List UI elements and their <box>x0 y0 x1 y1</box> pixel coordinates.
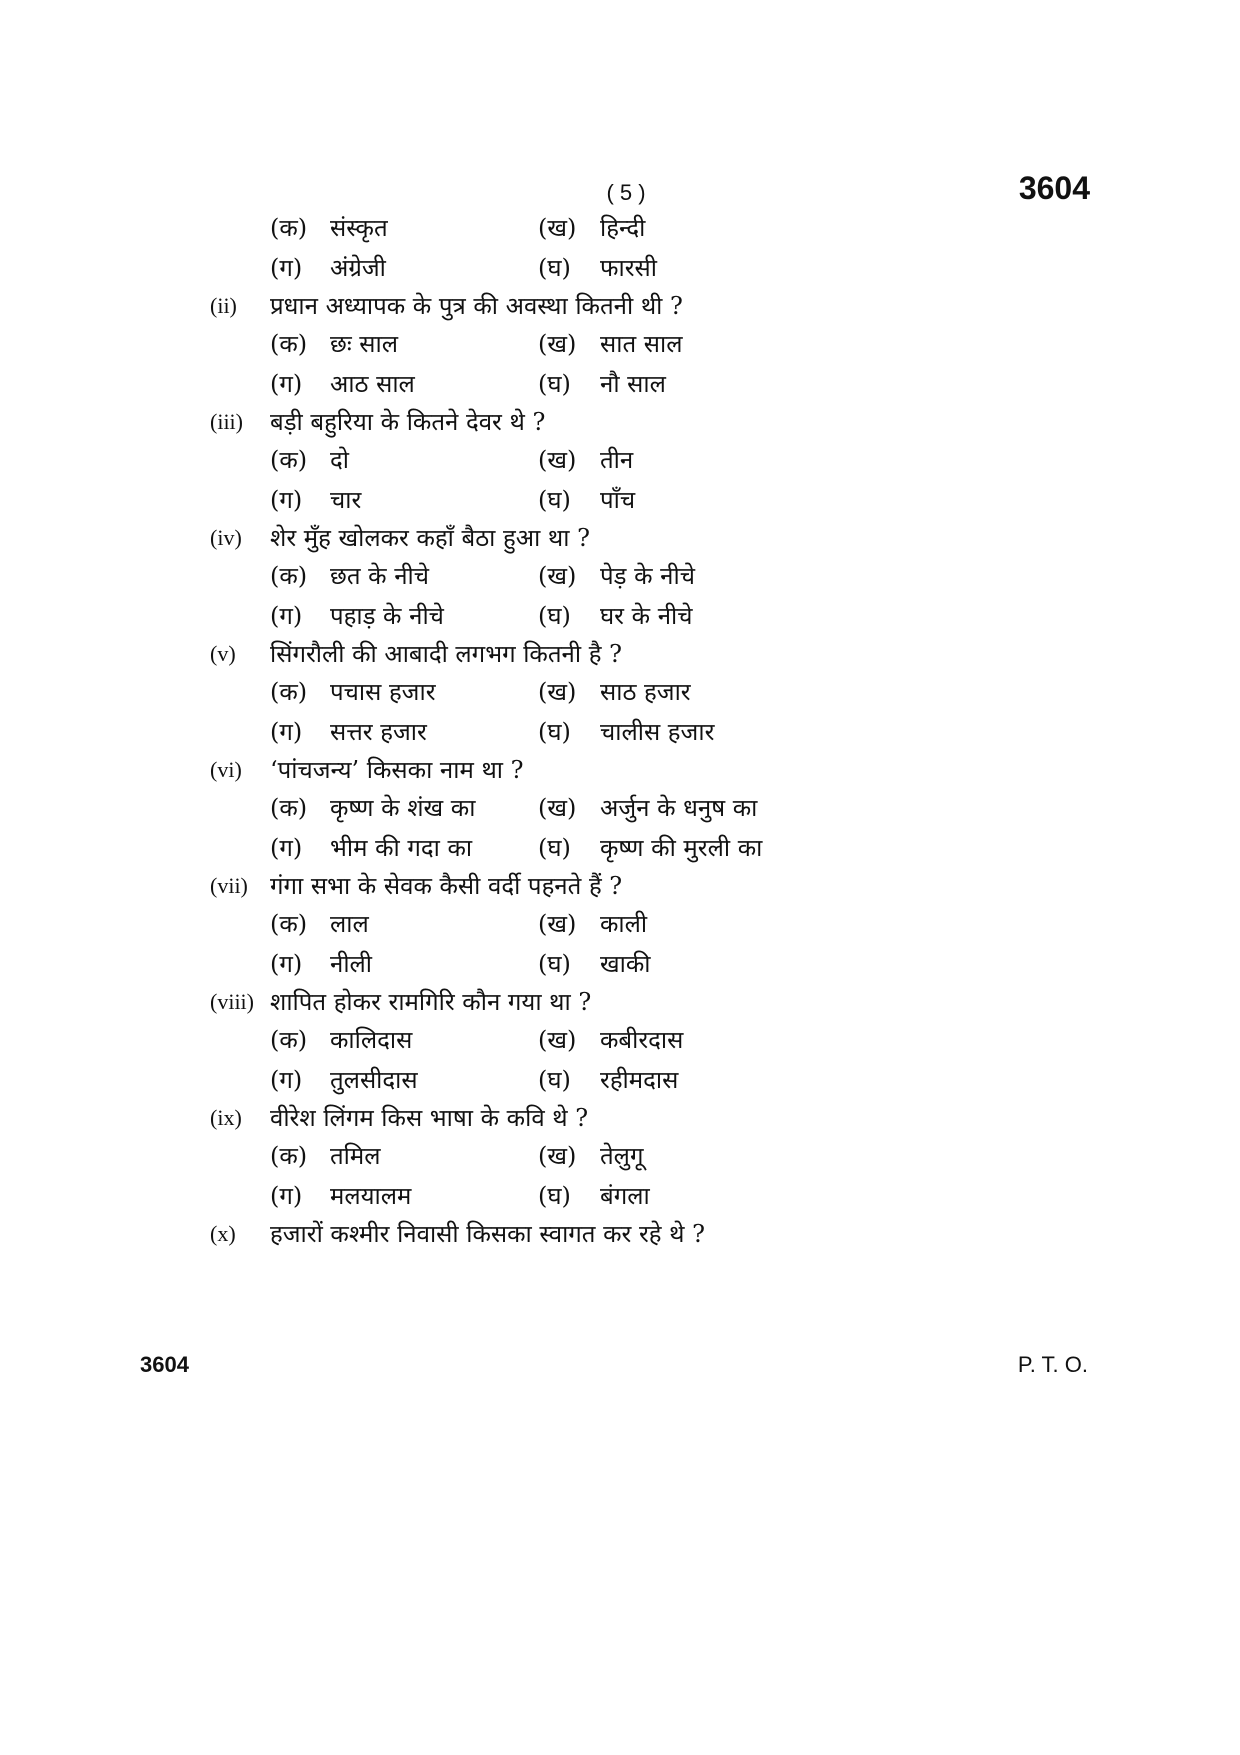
option-mark: (ख) <box>538 910 577 938</box>
option-row <box>0 364 1240 404</box>
option-mark: (ख) <box>538 1142 577 1170</box>
question-number: (iii) <box>210 409 243 434</box>
option-row <box>0 324 1240 364</box>
option-text: पेड़ के नीचे <box>600 562 695 590</box>
option-mark: (ख) <box>538 330 577 358</box>
question-row <box>0 868 1240 904</box>
option-mark: (ख) <box>538 214 577 242</box>
option-mark: (क) <box>270 446 308 474</box>
option-text: तेलुगू <box>600 1142 644 1170</box>
option-row <box>0 712 1240 752</box>
option-text: अंग्रेजी <box>330 254 386 282</box>
option-mark: (ख) <box>538 794 577 822</box>
option-text: रहीमदास <box>600 1066 679 1094</box>
option-row <box>0 208 1240 248</box>
option-text: हिन्दी <box>600 214 646 242</box>
option-mark: (घ) <box>538 1066 571 1094</box>
question-list <box>0 208 1240 1252</box>
question-number: (ix) <box>210 1105 242 1130</box>
option-mark: (क) <box>270 1026 308 1054</box>
option-row <box>0 440 1240 480</box>
option-mark: (ग) <box>270 602 303 630</box>
question-row <box>0 520 1240 556</box>
option-row <box>0 1176 1240 1216</box>
option-text: कालिदास <box>330 1026 413 1054</box>
option-text: पचास हजार <box>330 678 436 706</box>
option-mark: (ख) <box>538 678 577 706</box>
option-text: दो <box>330 446 349 474</box>
option-mark: (घ) <box>538 602 571 630</box>
option-text: नौ साल <box>600 370 666 398</box>
option-row <box>0 596 1240 636</box>
option-text: खाकी <box>600 950 651 978</box>
option-text: सत्तर हजार <box>330 718 427 746</box>
option-text: नीली <box>330 950 373 978</box>
question-text: गंगा सभा के सेवक कैसी वर्दी पहनते हैं ? <box>270 872 623 900</box>
option-text: पाँच <box>600 486 636 514</box>
question-text: वीरेश लिंगम किस भाषा के कवि थे ? <box>270 1104 589 1132</box>
option-text: संस्कृत <box>330 214 388 242</box>
option-mark: (ख) <box>538 562 577 590</box>
option-row <box>0 672 1240 712</box>
option-text: काली <box>600 910 648 938</box>
option-text: बंगला <box>600 1182 650 1210</box>
option-mark: (घ) <box>538 370 571 398</box>
option-mark: (क) <box>270 330 308 358</box>
option-mark: (ख) <box>538 1026 577 1054</box>
option-mark: (घ) <box>538 950 571 978</box>
option-mark: (क) <box>270 678 308 706</box>
option-mark: (ग) <box>270 1182 303 1210</box>
option-row <box>0 1060 1240 1100</box>
option-row <box>0 1020 1240 1060</box>
paper-code-top: 3604 <box>1018 170 1090 206</box>
option-text: भीम की गदा का <box>330 834 473 862</box>
question-text: बड़ी बहुरिया के कितने देवर थे ? <box>270 408 546 436</box>
option-text: कबीरदास <box>600 1026 684 1054</box>
option-text: तमिल <box>330 1142 381 1170</box>
option-text: कृष्ण के शंख का <box>330 794 476 822</box>
option-mark: (ग) <box>270 1066 303 1094</box>
option-row <box>0 1136 1240 1176</box>
option-text: कृष्ण की मुरली का <box>600 834 763 862</box>
question-number: (ii) <box>210 293 237 318</box>
question-text: सिंगरौली की आबादी लगभग कितनी है ? <box>270 640 622 668</box>
option-mark: (घ) <box>538 254 571 282</box>
question-number: (x) <box>210 1221 236 1246</box>
option-mark: (ग) <box>270 834 303 862</box>
option-text: चालीस हजार <box>600 718 715 746</box>
option-mark: (घ) <box>538 834 571 862</box>
option-mark: (क) <box>270 1142 308 1170</box>
option-row <box>0 828 1240 868</box>
question-row <box>0 1216 1240 1252</box>
option-text: आठ साल <box>330 370 415 398</box>
option-mark: (ग) <box>270 486 303 514</box>
option-text: छत के नीचे <box>330 562 429 590</box>
question-text: हजारों कश्मीर निवासी किसका स्वागत कर रहे थे ? <box>270 1220 706 1248</box>
question-text: प्रधान अध्यापक के पुत्र की अवस्था कितनी थी ? <box>270 292 683 320</box>
option-mark: (ग) <box>270 254 303 282</box>
question-text: शापित होकर रामगिरि कौन गया था ? <box>270 988 592 1016</box>
question-row <box>0 984 1240 1020</box>
question-number: (vi) <box>210 757 242 782</box>
question-row <box>0 404 1240 440</box>
question-number: (vii) <box>210 873 248 898</box>
option-text: लाल <box>330 910 369 938</box>
paper-code-bottom: 3604 <box>140 1352 189 1377</box>
question-text: शेर मुँह खोलकर कहाँ बैठा हुआ था ? <box>270 524 590 552</box>
option-text: सात साल <box>600 330 683 358</box>
option-row <box>0 480 1240 520</box>
option-text: चार <box>330 486 362 514</box>
option-text: मलयालम <box>330 1182 412 1210</box>
option-mark: (ग) <box>270 718 303 746</box>
option-mark: (क) <box>270 562 308 590</box>
option-mark: (ख) <box>538 446 577 474</box>
option-text: अर्जुन के धनुष का <box>600 794 758 822</box>
pto-label: P. T. O. <box>1017 1352 1088 1377</box>
option-text: साठ हजार <box>600 678 691 706</box>
option-row <box>0 788 1240 828</box>
option-mark: (ग) <box>270 950 303 978</box>
option-mark: (घ) <box>538 486 571 514</box>
question-row <box>0 1100 1240 1136</box>
question-number: (v) <box>210 641 236 666</box>
option-row <box>0 248 1240 288</box>
option-mark: (घ) <box>538 1182 571 1210</box>
question-row <box>0 752 1240 788</box>
option-text: घर के नीचे <box>600 602 693 630</box>
option-row <box>0 556 1240 596</box>
option-row <box>0 904 1240 944</box>
option-mark: (ग) <box>270 370 303 398</box>
option-text: छः साल <box>330 330 399 358</box>
option-mark: (क) <box>270 214 308 242</box>
option-text: तीन <box>600 446 634 474</box>
option-mark: (क) <box>270 910 308 938</box>
question-text: ‘पांचजन्य’ किसका नाम था ? <box>270 756 524 784</box>
option-text: पहाड़ के नीचे <box>330 602 444 630</box>
option-mark: (घ) <box>538 718 571 746</box>
question-row <box>0 636 1240 672</box>
option-mark: (क) <box>270 794 308 822</box>
question-number: (iv) <box>210 525 242 550</box>
question-row <box>0 288 1240 324</box>
option-row <box>0 944 1240 984</box>
question-number: (viii) <box>210 989 254 1014</box>
page-number: ( 5 ) <box>606 180 646 205</box>
option-text: फारसी <box>600 254 657 282</box>
option-text: तुलसीदास <box>330 1066 418 1094</box>
